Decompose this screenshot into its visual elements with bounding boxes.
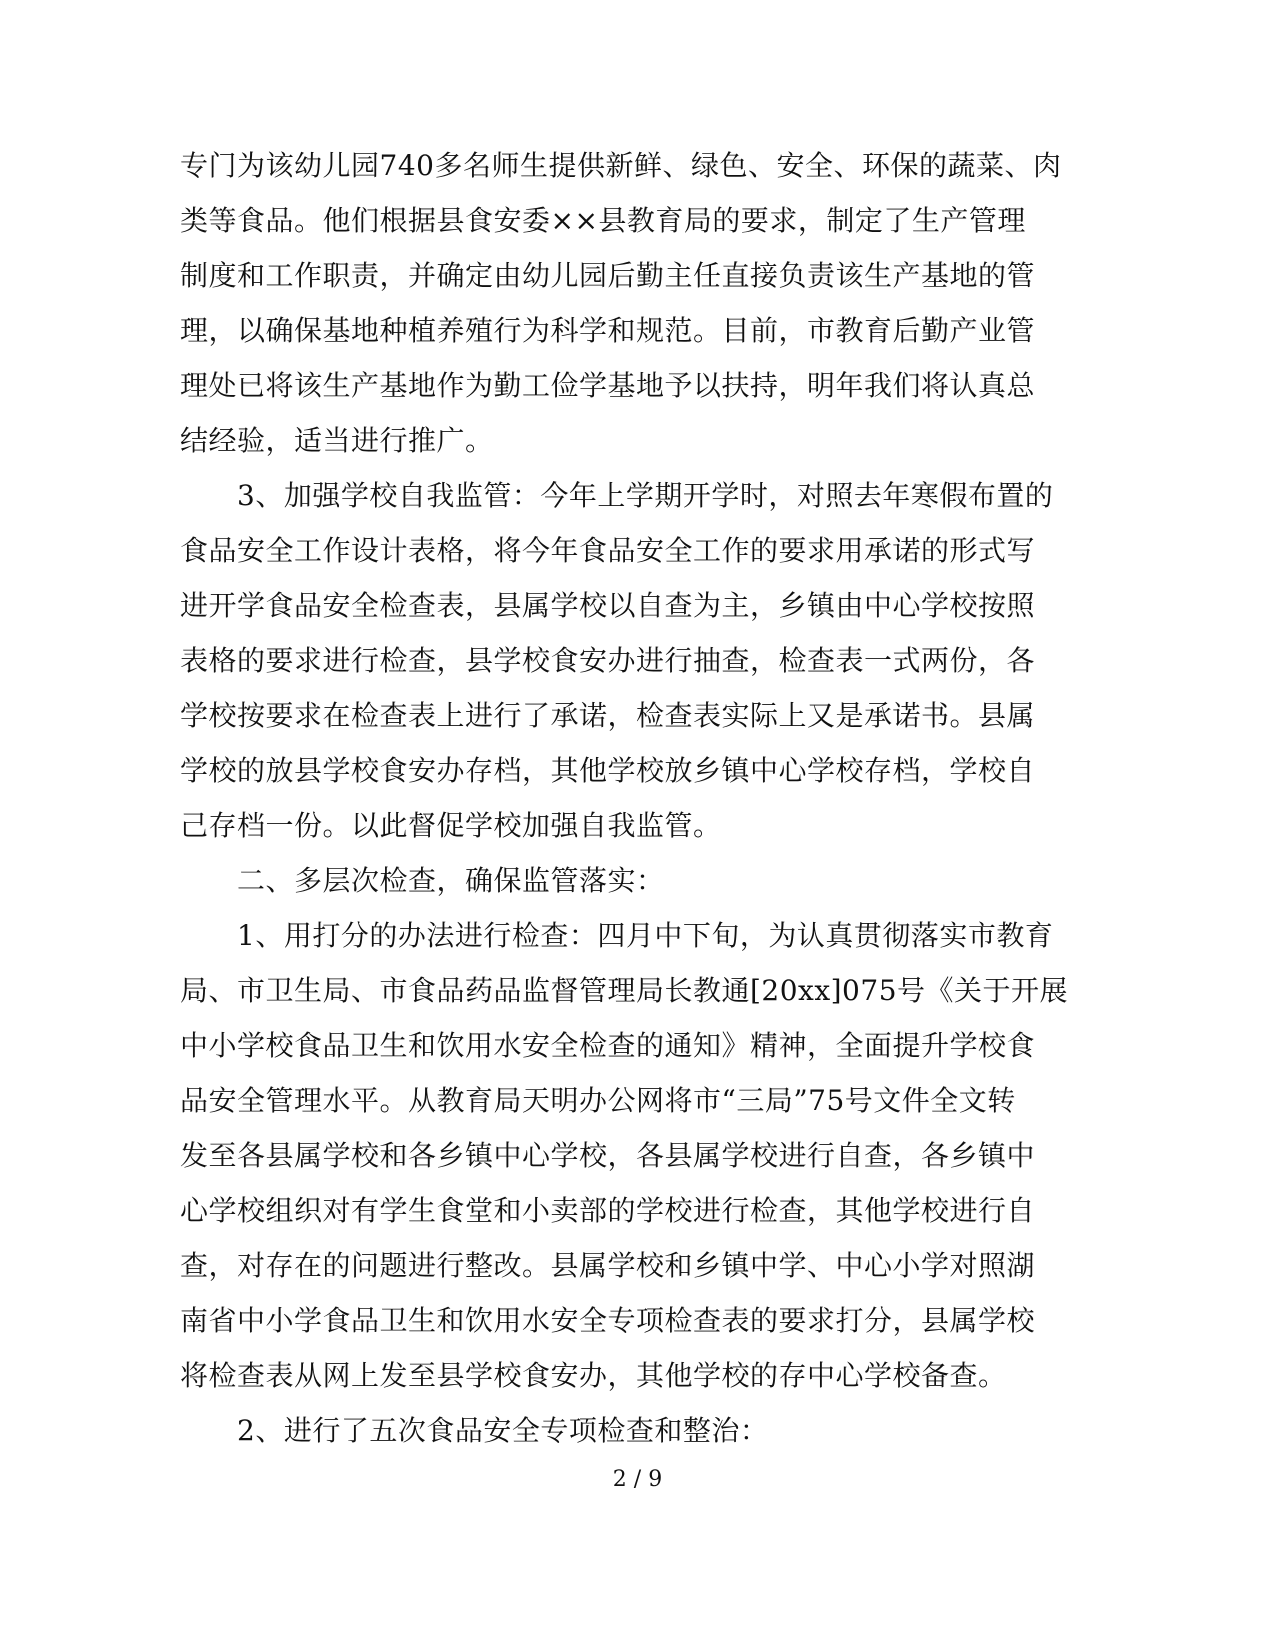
text-line: 结经验，适当进行推广。 — [180, 424, 494, 457]
page-number: 2 / 9 — [612, 1467, 663, 1492]
text-line: 表格的要求进行检查，县学校食安办进行抽查，检查表一式两份，各 — [180, 644, 1036, 677]
text-line: 局、市卫生局、市食品药品监督管理局长教通[20xx]075号《关于开展 — [180, 974, 1069, 1007]
text-line: 食品安全工作设计表格，将今年食品安全工作的要求用承诺的形式写 — [180, 534, 1036, 567]
text-line: 专门为该幼儿园740多名师生提供新鲜、绿色、安全、环保的蔬菜、肉 — [180, 149, 1062, 182]
text-line: 将检查表从网上发至县学校食安办，其他学校的存中心学校备查。 — [180, 1359, 1007, 1392]
text-line: 类等食品。他们根据县食安委××县教育局的要求，制定了生产管理 — [180, 204, 1026, 237]
text-line: 南省中小学食品卫生和饮用水安全专项检查表的要求打分，县属学校 — [180, 1304, 1036, 1337]
text-line: 制度和工作职责，并确定由幼儿园后勤主任直接负责该生产基地的管 — [180, 259, 1036, 292]
text-line: 理，以确保基地种植养殖行为科学和规范。目前，市教育后勤产业管 — [180, 314, 1036, 347]
text-line: 心学校组织对有学生食堂和小卖部的学校进行检查，其他学校进行自 — [180, 1194, 1036, 1227]
text-line: 二、多层次检查，确保监管落实： — [237, 864, 665, 897]
text-line: 品安全管理水平。从教育局天明办公网将市“三局”75号文件全文转 — [180, 1084, 1016, 1117]
text-line: 3、加强学校自我监管：今年上学期开学时，对照去年寒假布置的 — [237, 479, 1054, 512]
text-line: 学校按要求在检查表上进行了承诺，检查表实际上又是承诺书。县属 — [180, 699, 1036, 732]
text-line: 进开学食品安全检查表，县属学校以自查为主，乡镇由中心学校按照 — [180, 589, 1036, 622]
text-line: 理处已将该生产基地作为勤工俭学基地予以扶持，明年我们将认真总 — [180, 369, 1036, 402]
text-line: 2、进行了五次食品安全专项检查和整治： — [237, 1414, 769, 1447]
text-line: 1、用打分的办法进行检查：四月中下旬，为认真贯彻落实市教育 — [237, 919, 1054, 952]
text-line: 己存档一份。以此督促学校加强自我监管。 — [180, 809, 722, 842]
text-line: 查，对存在的问题进行整改。县属学校和乡镇中学、中心小学对照湖 — [180, 1249, 1036, 1282]
text-line: 发至各县属学校和各乡镇中心学校，各县属学校进行自查，各乡镇中 — [180, 1139, 1036, 1172]
document-body — [180, 138, 1069, 1458]
text-line: 学校的放县学校食安办存档，其他学校放乡镇中心学校存档，学校自 — [180, 754, 1036, 787]
text-line: 中小学校食品卫生和饮用水安全检查的通知》精神，全面提升学校食 — [180, 1029, 1036, 1062]
